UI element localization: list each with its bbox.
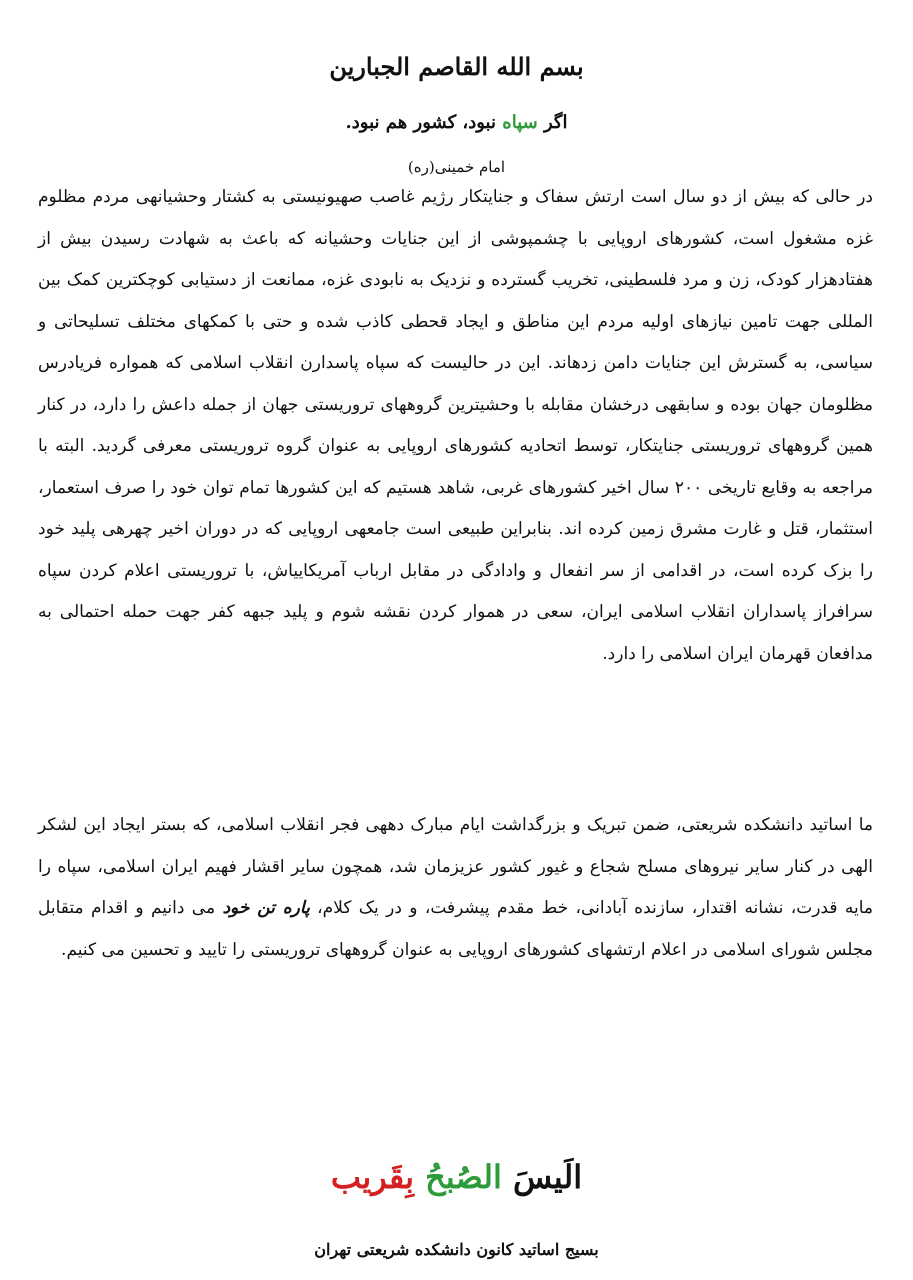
bismillah-heading: بسم الله القاصم الجبارین xyxy=(329,52,584,81)
paragraph-2-before: ما اساتید دانشکده شریعتی، ضمن تبریک و بزرگداشت ایام مبارک دههی فجر انقلاب اسلامی، که بستر ایجاد این لشکر الهی در کنار سایر نیروهای مسلح شجاع و غیور کشور عزیزمان شد، همچون سایر اقشار فهیم ایران اسلامی، سپاه را مایه قدرت، نشانه اقتدار، سازنده آبادانی، خط مقدم پیشرفت، و در یک کلام، xyxy=(38,815,873,918)
motto-word-1: الَیسَ xyxy=(501,1158,583,1196)
quote-part-2: نبود، کشور هم نبود. xyxy=(345,112,503,133)
motto-word-3: بِقَریب xyxy=(330,1158,414,1196)
motto-word-2: الصُبحُ xyxy=(414,1158,502,1196)
quote-part-1: اگر xyxy=(537,112,568,133)
quote-line xyxy=(0,112,913,133)
paragraph-2-emphasis: پاره تن خود xyxy=(222,898,310,918)
signature-line: بسیج اساتید کانون دانشکده شریعتی تهران xyxy=(314,1240,599,1259)
statement-paragraph-2 xyxy=(38,805,873,971)
quote-author: امام خمینی(ره) xyxy=(407,158,506,176)
statement-paragraph-1: در حالی که بیش از دو سال است ارتش سفاک و جنایتکار رژیم غاصب صهیونیستی به کشتار وحشیانهی مردم مظلوم غزه مشغول است، کشورهای اروپایی با چشمپوشی از این جنایات وحشیانه که باعث به شهادت رسیدن بیش از هفتادهزار کودک، زن و مرد فلسطینی، تخریب گسترده و نزدیک به نابودی غزه، ممانعت از دستیابی کوچکترین کمک بین المللی جهت تامین نیازهای اولیه مردم این مناطق و ایجاد قحطی کاذب شده و حتی با کمکهای مختلف تسلیحاتی و سیاسی، به گسترش این جنایات دامن زدهاند. این در حالیست که سپاه پاسدارن انقلاب اسلامی که همواره فریادرس مظلومان جهان بوده و سابقهی درخشان مقابله با وحشیترین گروههای تروریستی جهان از جمله داعش را دارد، در کنار همین گروههای تروریستی جنایتکار، توسط اتحادیه کشورهای اروپایی به عنوان گروه تروریستی معرفی گردید. البته با مراجعه به وقایع تاریخی ۲۰۰ سال اخیر کشورهای غربی، شاهد هستیم که این کشورها تمام توان خود را صرف استعمار، استثمار، قتل و غارت مشرق زمین کرده اند. بنابراین طبیعی است جامعهی اروپایی که در دوران اخیر چهرهی پلید خود را بزک کرده است، در اقدامی از سر انفعال و وادادگی در مقابل ارباب آمریکاییاش، با تروریستی اعلام کردن سپاه سرافراز پاسداران انقلاب اسلامی ایران، سعی در هموار کردن نقشه شوم و پلید جبهه کفر جهت حمله احتمالی به مدافعان قهرمان ایران اسلامی را دارد. xyxy=(38,187,873,664)
quote-highlight: سپاه xyxy=(502,112,538,133)
paragraph-2-after: می دانیم و اقدام متقابل مجلس شورای اسلامی در اعلام ارتشهای کشورهای اروپایی به عنوان گروههای تروریستی را تایید و تحسین می کنیم. xyxy=(38,898,873,960)
motto-calligraphy xyxy=(0,1158,913,1196)
